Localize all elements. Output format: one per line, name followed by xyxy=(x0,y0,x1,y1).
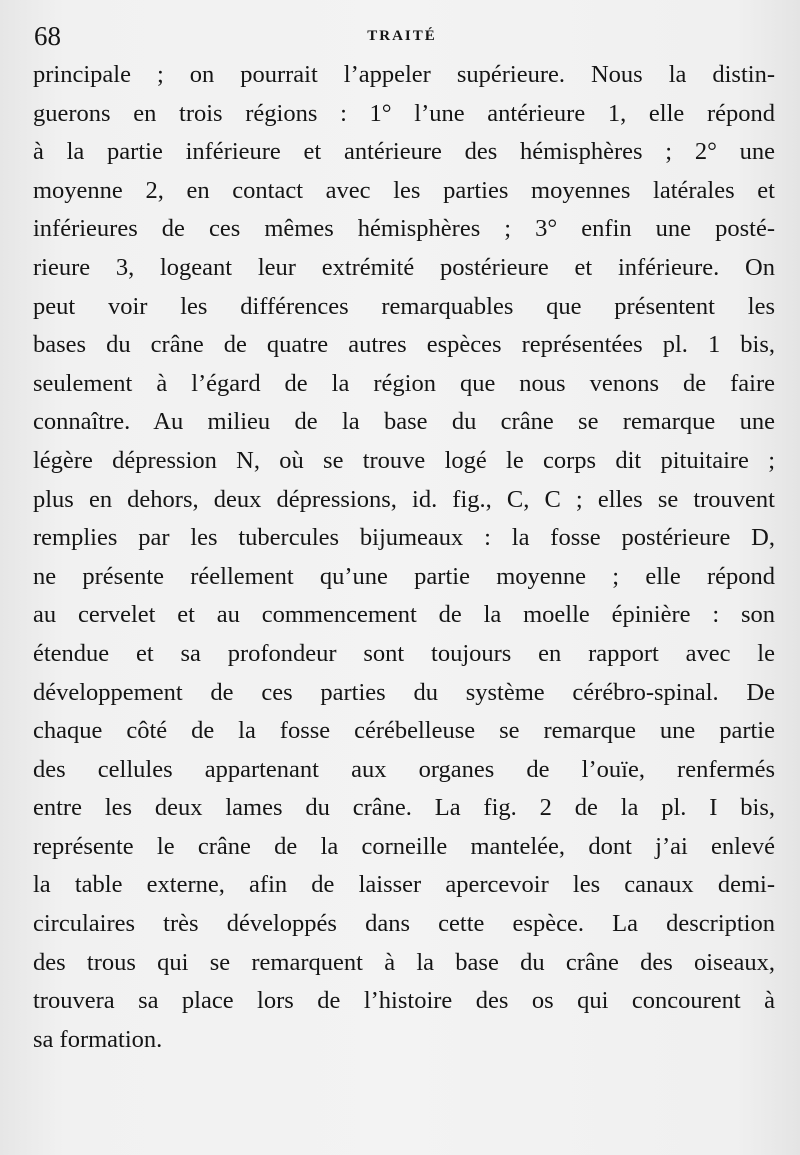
text-line: moyenne 2, en contact avec les parties moyennes latérales et xyxy=(33,176,775,204)
body-text xyxy=(33,56,775,1059)
text-line: guerons en trois régions : 1° l’une antérieure 1, elle répond xyxy=(33,99,775,127)
text-line: sa formation. xyxy=(33,1025,163,1053)
text-line: la table externe, afin de laisser apercevoir les canaux demi- xyxy=(33,871,775,899)
text-line: peut voir les différences remarquables que présentent les xyxy=(33,292,775,320)
text-line: inférieures de ces mêmes hémisphères ; 3° enfin une posté- xyxy=(33,215,775,243)
text-line: étendue et sa profondeur sont toujours en rapport avec le xyxy=(33,639,775,667)
text-line: connaître. Au milieu de la base du crâne se remarque une xyxy=(33,408,775,436)
text-line: des cellules appartenant aux organes de l’ouïe, renfermés xyxy=(33,755,775,783)
text-line: trouvera sa place lors de l’histoire des os qui concourent à xyxy=(33,987,775,1015)
text-line: des trous qui se remarquent à la base du crâne des oiseaux, xyxy=(33,948,775,976)
text-line: à la partie inférieure et antérieure des hémisphères ; 2° une xyxy=(33,138,775,166)
text-line: ne présente réellement qu’une partie moyenne ; elle répond xyxy=(33,562,775,590)
text-line: bases du crâne de quatre autres espèces représentées pl. 1 bis, xyxy=(33,331,775,359)
running-title: TRAITÉ xyxy=(367,28,437,44)
text-line: chaque côté de la fosse cérébelleuse se remarque une partie xyxy=(33,717,775,745)
text-line: rieure 3, logeant leur extrémité postérieure et inférieure. On xyxy=(33,253,775,281)
page-header xyxy=(34,18,770,54)
text-line: principale ; on pourrait l’appeler supérieure. Nous la distin- xyxy=(33,61,775,88)
text-line: représente le crâne de la corneille mantelée, dont j’ai enlevé xyxy=(33,832,775,860)
text-line: entre les deux lames du crâne. La fig. 2 de la pl. I bis, xyxy=(33,794,775,822)
text-line: remplies par les tubercules bijumeaux : la fosse postérieure D, xyxy=(33,524,775,552)
text-line: plus en dehors, deux dépressions, id. fig., C, C ; elles se trouvent xyxy=(33,485,775,513)
text-line: développement de ces parties du système cérébro-spinal. De xyxy=(33,678,775,706)
text-line: seulement à l’égard de la région que nous venons de faire xyxy=(33,369,775,397)
text-line: au cervelet et au commencement de la moelle épinière : son xyxy=(33,601,775,629)
page-number: 68 xyxy=(34,21,61,51)
text-line: légère dépression N, où se trouve logé le corps dit pituitaire ; xyxy=(33,446,775,474)
text-line: circulaires très développés dans cette espèce. La description xyxy=(33,910,775,938)
